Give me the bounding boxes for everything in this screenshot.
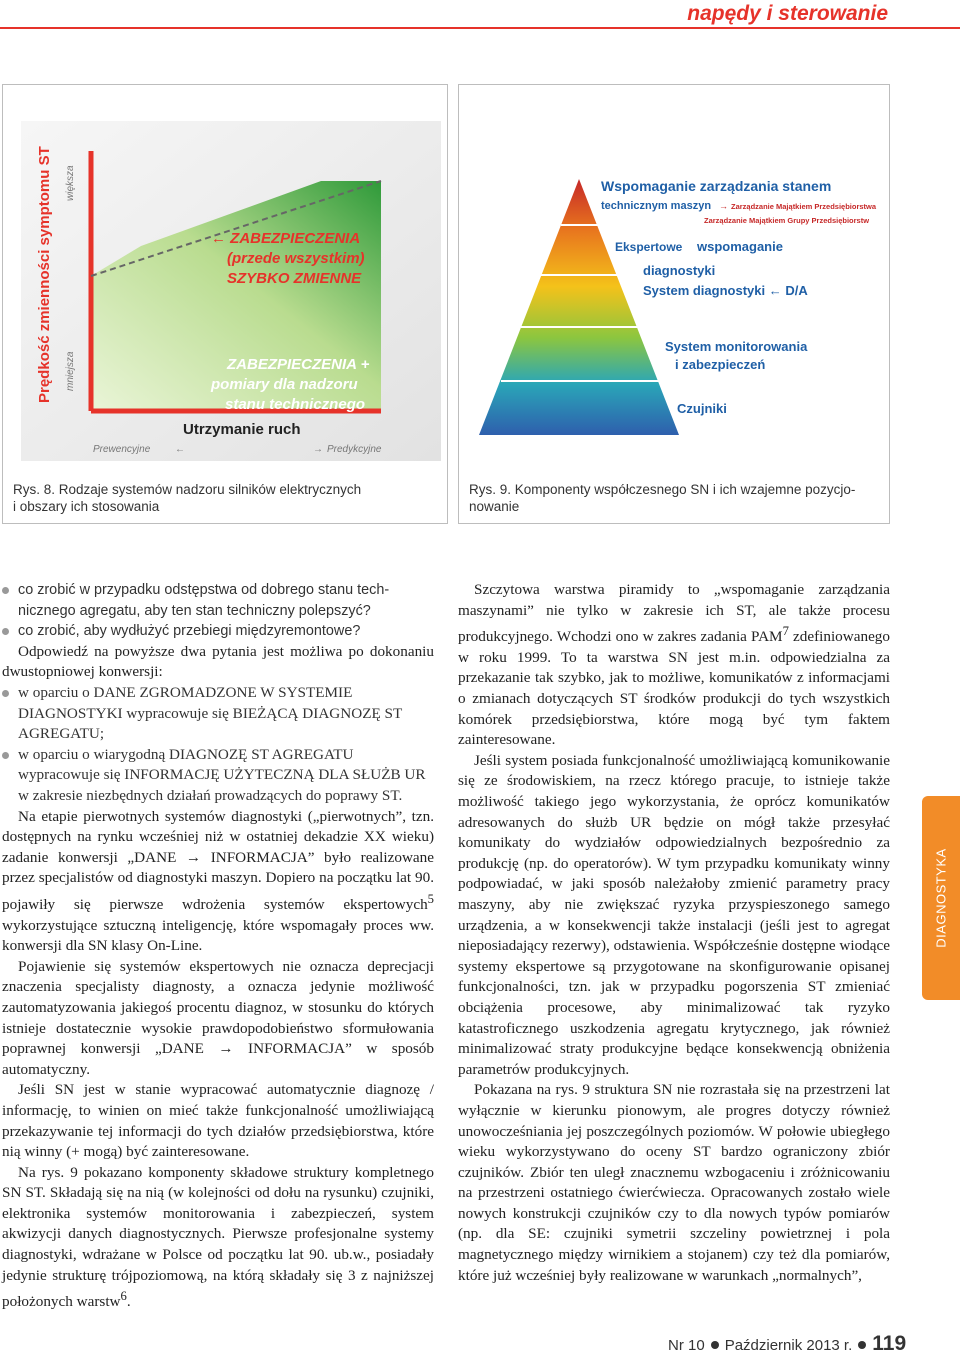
caption-line: Rys. 8. Rodzaje systemów nadzoru silników elektrycznych <box>13 482 362 497</box>
top-label-1: ← ZABEZPIECZENIA <box>211 230 361 247</box>
bullet-item: w oparciu o DANE ZGROMADZONE W SYSTEMIE DIAGNOSTYKI wypracowuje się BIEŻĄCĄ DIAGNOZĘ ST AGREGATU; <box>2 683 434 745</box>
pyramid-expert2: wspomaganie <box>697 239 783 254</box>
caption-line: Rys. 9. Komponenty współczesnego SN i ich wzajemne pozycjo- <box>469 482 856 497</box>
figure-9 <box>458 84 890 524</box>
pyramid-expert1: Ekspertowe <box>615 240 683 254</box>
pyramid-title: Wspomaganie zarządzania stanem <box>601 178 832 194</box>
issue-number: Nr 10 <box>668 1337 705 1354</box>
pyramid-shape <box>479 179 679 435</box>
bullet-item: co zrobić w przypadku odstępstwa od dobrego stanu tech-nicznego agregatu, aby ten stan techniczny polepszyć? <box>2 580 434 621</box>
arrow-left-icon: ← <box>175 444 185 455</box>
side-tab-label: DIAGNOSTYKA <box>933 848 949 948</box>
paragraph: Jeśli system posiada funkcjonalność umożliwiającą komunikowanie się ze środowiskiem, na rzecz którego pracuje, to istnieje także możliwość takiego jego wykorzystania, że oprócz komunikatów adresowanych do służb UR będzie on mógł także przesyłać komunikaty do wydziałów odpowiedzialnych bezpośrednio za produkcję (np. do operatorów). W tym przypadku komunikaty winny podpowiadać, w jaki sposób należałoby zmienić parametry pracy maszyny, aby nie zwiększać ryzyka przyspieszonego samego urządzenia, a w konsekwencji także instalacji (jeśli jest to agregat nieposiadający rezerwy), odstawienia. Współcześnie dostępne wiodące systemy ekspertowe są przygotowane na skonfigurowanie opisanej funkcjonalności, tzn. jak w przypadku pogorszenia ST zmieniać obciążenia procesowe, aby minimalizować tak ryzyko katastroficznego uszkodzenia agregatu krytycznego, jak również minimalizować straty produkcyjne będące konsekwencją obniżenia parametrów produkcyjnych. <box>458 751 890 1078</box>
paragraph: Pokazana na rys. 9 struktura SN nie rozrastała się na przestrzeni lat wyłącznie w kierunku pionowym, ale progres dotyczy również unowocześniania jej poszczególnych poziomów. W połowie ubiegłego wieku wykorzystywano do oceny ST bardzo ograniczony zbiór czujników. Zbiór ten uległ znacznemu wzbogaceniu i zróżnicowaniu na przestrzeni ostatniego ćwierćwiecza. Opracowanych zostało wiele nowych konstrukcji czujników czy to dla nowych typów pomiarów (np. dla SE: czujniki symetrii szczeliny powietrznej i pola magnetycznego między wirnikiem a stojanem) czy też dla pomiarów, które już wcześniej były realizowane w warunkach „normalnych”, <box>458 1081 890 1284</box>
footnote-ref: 5 <box>427 891 434 906</box>
footnote-ref: 7 <box>782 624 789 639</box>
figure-9-pyramid <box>469 161 879 461</box>
pyramid-line1: technicznym maszyn <box>601 200 712 212</box>
pyramid-sensors: Czujniki <box>677 401 727 416</box>
top-label-2: (przede wszystkim) <box>227 250 365 267</box>
arrow-right-icon: → <box>313 444 323 455</box>
x-right-label: Predykcyjne <box>327 444 382 455</box>
figure-8-chart <box>21 121 441 461</box>
paragraph <box>2 1163 434 1313</box>
text-run: zdefiniowanego w roku 1999. To ta warstwa SN jest m.in. odpowiedzialna za przekazanie tak szybko, jak to możliwe, komunikatów z informacjami o zmianach dotyczących ST środków produkcji do tych wszystkich komórek przedsiębiorstwa, które mogą być tym faktem zainteresowane. <box>458 628 890 749</box>
paragraph: Odpowiedź na powyższe dwa pytania jest możliwa po dokonaniu dwustopniowej konwersji: <box>2 642 434 681</box>
mid-label-1: ZABEZPIECZENIA + <box>227 356 370 373</box>
caption-line: i obszary ich stosowania <box>13 499 160 514</box>
right-column <box>458 580 890 1286</box>
mid-label-2: pomiary dla nadzoru <box>211 376 358 393</box>
figure-8 <box>2 84 448 524</box>
page-number: 119 <box>872 1332 907 1355</box>
pyramid-diag2: System diagnostyki ← D/A <box>643 283 808 298</box>
header-rule <box>0 27 960 29</box>
bullet-item: w oparciu o wiarygodną DIAGNOZĘ ST AGREGATU wypracowuje się INFORMACJĘ UŻYTECZNĄ DLA SŁUŻB UR w zakresie niezbędnych działań prowadzących do poprawy ST. <box>2 745 434 807</box>
paragraph <box>458 580 890 751</box>
section-side-tab <box>922 796 960 1000</box>
figure-9-caption <box>469 481 855 515</box>
text-run: wykorzystujące sztuczną inteligencję, które wspomagały proces ww. konwersji dla SN klasy On-Line. <box>2 916 434 955</box>
pyramid-mon1: System monitorowania <box>665 339 808 354</box>
x-axis-label: Utrzymanie ruch <box>183 421 301 438</box>
paragraph: Pojawienie się systemów ekspertowych nie oznacza deprecjacji znaczenia specjalisty diagnosty, a oznacza jedynie możliwość zautomatyzowania jakiegoś procentu diagnoz, w stosunku do których istnieje dostatecznie wysokie prawdopodobieństwo sformułowania poprawnej konwersji „DANE → INFORMACJA” w sposób automatyczny. <box>2 957 434 1078</box>
pyramid-diag1: diagnostyki <box>643 263 716 278</box>
arrow-right-icon: → <box>719 201 728 211</box>
pyramid-link1: Zarządzanie Majątkiem Przedsiębiorstwa <box>731 202 877 211</box>
page-header <box>0 0 960 34</box>
pyramid-mon2: i zabezpieczeń <box>675 357 766 372</box>
section-title: napędy i sterowanie <box>687 2 888 25</box>
text-run: . <box>126 1293 131 1311</box>
caption-line: nowanie <box>469 499 520 514</box>
y-bottom-label: mniejsza <box>65 351 76 391</box>
footnote-ref: 6 <box>120 1289 127 1304</box>
paragraph <box>2 807 434 957</box>
issue-date: Październik 2013 r. <box>724 1337 853 1354</box>
left-column <box>2 580 434 1313</box>
y-top-label: większa <box>65 165 76 201</box>
y-axis-label: Prędkość zmienności symptomu ST <box>36 146 53 403</box>
bullet-icon <box>858 1341 866 1349</box>
bullet-item: co zrobić, aby wydłużyć przebiegi międzyremontowe? <box>2 621 434 642</box>
text-run: Na rys. 9 pokazano komponenty składowe struktury kompletnego SN ST. Składają się na nią (w kolejności od dołu na rysunku) czujniki, elektronika systemów monitorowania i zabezpieczeń, system akwizycji danych diagnostycznych. Pierwsze profesjonalne systemy diagnostyki, wdrażane w Polsce od początku lat 90. ub.w., posiadały jedynie strukturę trójpoziomową, na którą składały się 3 z najniższej położonych warstw <box>2 1163 434 1311</box>
top-label-3: SZYBKO ZMIENNE <box>227 270 362 287</box>
x-left-label: Prewencyjne <box>93 444 151 455</box>
bullet-icon <box>711 1341 719 1349</box>
figure-8-caption <box>13 481 361 515</box>
mid-label-3: stanu technicznego <box>225 396 366 413</box>
paragraph: Jeśli SN jest w stanie wypracować automatycznie diagnozę / informację, to winien on mieć także funkcjonalność umożliwiającą przekazywanie tej informacji do tych działów przedsiębiorstwa, które nią winny (+ mogą) być zainteresowane. <box>2 1081 434 1161</box>
text-run: Na etapie pierwotnych systemów diagnostyki („pierwotnych”, tzn. dostępnych na rynku wcześniej niż w ostatniej dekadzie XX wieku) zadanie konwersji „DANE → INFORMACJA” było realizowane przez specjalistów od diagnostyki maszyn. Dopiero na początku lat 90. pojawiły się pierwsze wdrożenia systemów ekspertowych <box>2 807 434 913</box>
pyramid-link2: Zarządzanie Majątkiem Grupy Przedsiębiorstw <box>704 216 870 225</box>
page-footer <box>668 1332 906 1356</box>
text-run: Szczytowa warstwa piramidy to „wspomaganie zarządzania maszynami” nie tylko w zakresie ich ST, ale także procesu produkcyjnego. Wchodzi ono w zakres zadania PAM <box>458 581 890 646</box>
